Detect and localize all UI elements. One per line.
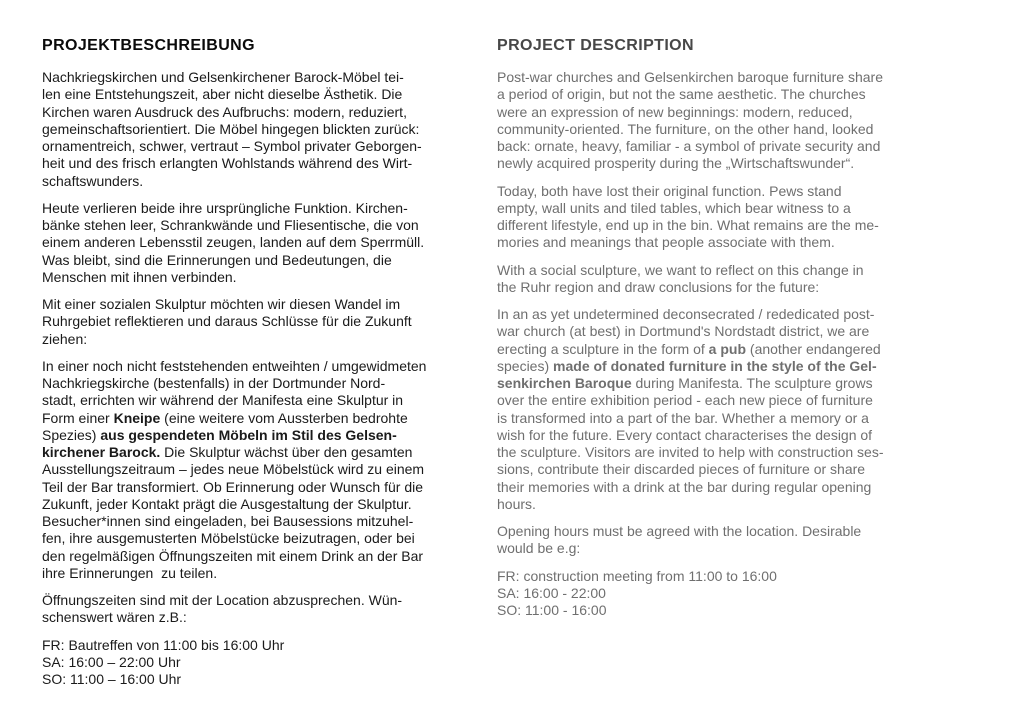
paragraph: In an as yet undetermined deconsecrated / rededicated post- war church (at best) in Dortmund's Nordstadt district, we are erecting a sculpture in the form of a pub (another endangered species) made of donated furniture in the style of the Gel- senkirchen Baroque during Manifesta. The sculpture grows over the entire exhibition period - each new piece of furniture is transformed into a part of the bar. Whether a memory or a wish for the future. Every contact characterises the design of the sculpture. Visitors are invited to help with construction ses- sions, contribute their discarded pieces of furniture or share their memories with a drink at the bar during regular opening hours. <box>497 306 884 512</box>
paragraph: Heute verlieren beide ihre ursprüngliche Funktion. Kirchen- bänke stehen leer, Schrankwände und Fliesentische, die von einem anderen Lebensstil zeugen, landen auf dem Sperrmüll. Was bleibt, sind die Erinnerungen und Bedeutungen, die Menschen mit ihnen verbinden. <box>42 199 425 285</box>
english-column <box>497 36 929 629</box>
bold-run: made of donated furniture in the style of the Gel- <box>553 357 877 374</box>
german-paragraphs <box>42 69 490 688</box>
bold-run: a pub <box>708 340 747 357</box>
german-heading: PROJEKTBESCHREIBUNG <box>42 37 255 54</box>
paragraph: Opening hours must be agreed with the location. Desirable would be e.g: <box>497 523 862 557</box>
paragraph: Today, both have lost their original function. Pews stand empty, wall units and tiled tables, which bear witness to a different lifestyle, end up in the bin. What remains are the me- mories and meanings that people associate with them. <box>497 182 879 251</box>
paragraph: In einer noch nicht feststehenden entweihten / umgewidmeten Nachkriegskirche (bestenfalls) in der Dortmunder Nord- stadt, errichten wir während der Manifesta eine Skulptur in Form einer Kneipe (eine weitere vom Aussterben bedrohte Spezies) aus gespendeten Möbeln im Stil des Gelsen- kirchener Barock. Die Skulptur wächst über den gesamten Ausstellungszeitraum – jedes neue Möbelstück wird zu einem Teil der Bar transformiert. Ob Erinnerung oder Wunsch für die Zukunft, jeder Kontakt prägt die Ausgestaltung der Skulptur. Besucher*innen sind eingeladen, bei Bausessions mitzuhel- fen, ihre ausgemusterten Möbelstücke beizutragen, oder bei den regelmäßigen Öffnungszeiten mit einem Drink an der Bar ihre Erinnerungen zu teilen. <box>42 357 427 581</box>
english-heading: PROJECT DESCRIPTION <box>497 37 694 54</box>
german-column <box>42 36 490 698</box>
paragraph: Nachkriegskirchen und Gelsenkirchener Barock-Möbel tei- len eine Entstehungszeit, aber nicht dieselbe Ästhetik. Die Kirchen waren Ausdruck des Aufbruchs: modern, reduziert, gemeinschaftsorientiert. Die Möbel hingegen blickten zurück: ornamentreich, schwer, vertraut – Symbol privater Geborgen- heit und des frisch erlangten Wohlstands während des Wirt- schaftswunders. <box>42 69 422 189</box>
paragraph: Mit einer sozialen Skulptur möchten wir diesen Wandel im Ruhrgebiet reflektieren und daraus Schlüsse für die Zukunft ziehen: <box>42 296 412 347</box>
bold-run: kirchener Barock. <box>42 444 161 460</box>
bold-run: senkirchen Baroque <box>497 375 632 391</box>
bold-run: aus gespendeten Möbeln im Stil des Gelsen- <box>100 426 397 443</box>
paragraph: Öffnungszeiten sind mit der Location abzusprechen. Wün- schenswert wären z.B.: <box>42 592 403 626</box>
paragraph: FR: Bautreffen von 11:00 bis 16:00 Uhr SA: 16:00 – 22:00 Uhr SO: 11:00 – 16:00 Uhr <box>42 636 285 687</box>
paragraph: Post-war churches and Gelsenkirchen baroque furniture share a period of origin, but not the same aesthetic. The churches were an expression of new beginnings: modern, reduced, community-oriented. The furniture, on the other hand, looked back: ornate, heavy, familiar - a symbol of private security and newly acquired prosperity during the „Wirtschaftswunder“. <box>497 69 883 172</box>
bold-run: Kneipe <box>113 409 161 426</box>
paragraph: FR: construction meeting from 11:00 to 16:00 SA: 16:00 - 22:00 SO: 11:00 - 16:00 <box>497 567 777 618</box>
english-paragraphs <box>497 69 929 619</box>
paragraph: With a social sculpture, we want to reflect on this change in the Ruhr region and draw conclusions for the future: <box>497 261 864 295</box>
